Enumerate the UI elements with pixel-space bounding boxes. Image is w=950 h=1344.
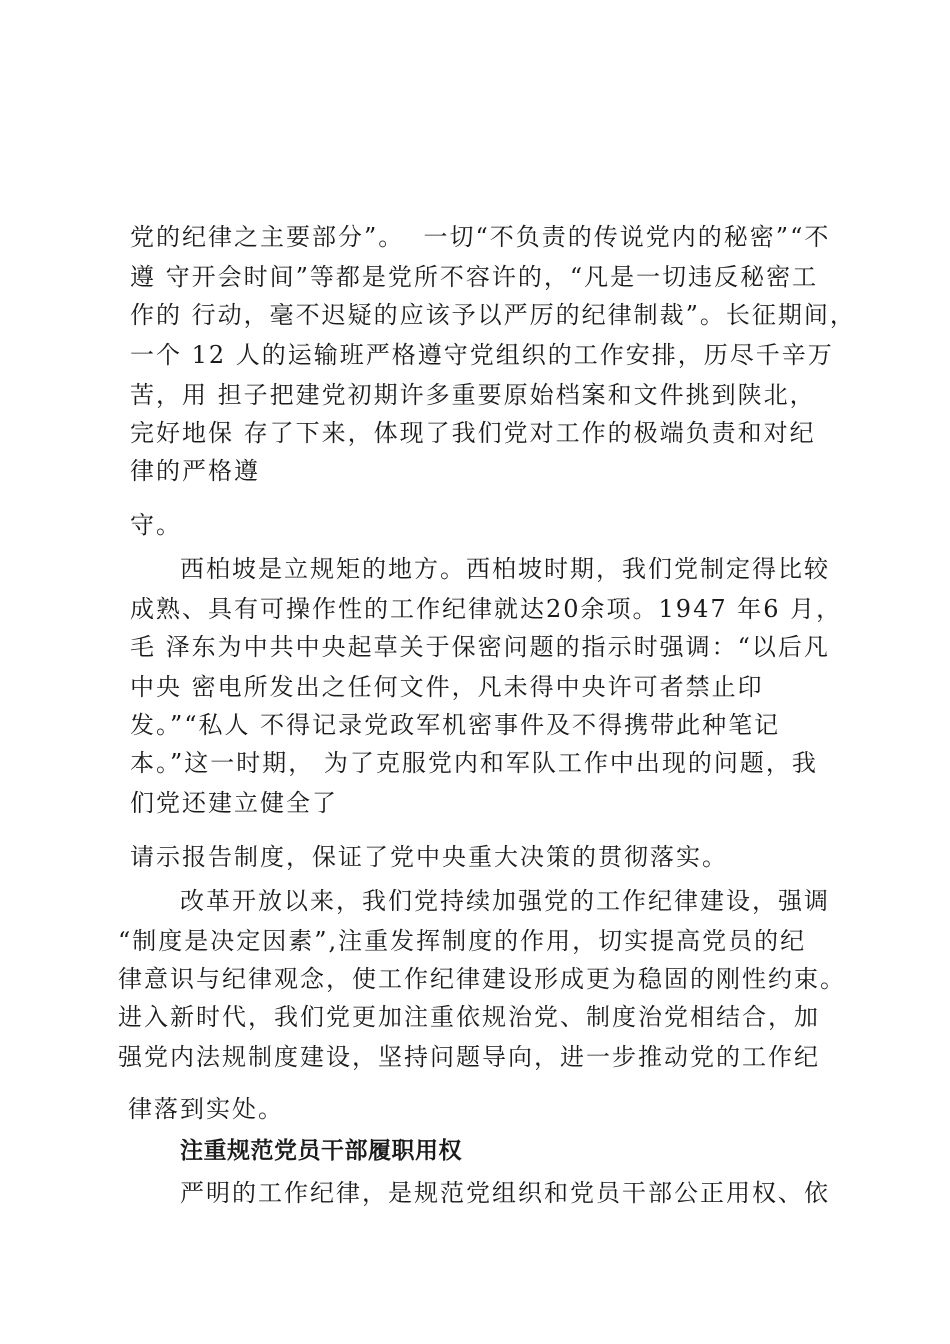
text-line: 成熟、具有可操作性的工作纪律就达20余项。1947 年6 月， bbox=[130, 595, 843, 623]
text-line: “制度是决定因素”,注重发挥制度的作用，切实提高党员的纪 bbox=[118, 927, 807, 955]
text-line: 完好地保 存了下来，体现了我们党对工作的极端负责和对纪 bbox=[130, 419, 816, 447]
text-line: 毛 泽东为中共中央起草关于保密问题的指示时强调：“以后凡 bbox=[130, 633, 830, 661]
text-line: 们党还建立健全了 bbox=[130, 789, 338, 817]
text-line: 强党内法规制度建设，坚持问题导向，进一步推动党的工作纪 bbox=[118, 1043, 820, 1071]
text-line: 苦，用 担子把建党初期许多重要原始档案和文件挑到陕北， bbox=[130, 381, 816, 409]
text-line: 党的纪律之主要部分”。 一切“不负责的传说党内的秘密”“不 bbox=[130, 223, 831, 251]
section-heading: 注重规范党员干部履职用权 bbox=[180, 1138, 462, 1164]
text-line: 一个 12 人的运输班严格遵守党组织的工作安排，历尽千辛万 bbox=[130, 341, 834, 369]
text-line: 守。 bbox=[130, 511, 182, 539]
text-line: 作的 行动，毫不迟疑的应该予以严厉的纪律制裁”。长征期间， bbox=[130, 301, 856, 329]
text-line: 律的严格遵 bbox=[130, 457, 260, 485]
text-line: 本。”这一时期， 为了克服党内和军队工作中出现的问题，我 bbox=[130, 749, 818, 777]
text-line: 律落到实处。 bbox=[128, 1095, 284, 1123]
text-line: 中央 密电所发出之任何文件，凡未得中央许可者禁止印 bbox=[130, 673, 764, 701]
text-line: 发。”“私人 不得记录党政军机密事件及不得携带此种笔记 bbox=[130, 711, 781, 739]
text-line: 严明的工作纪律，是规范党组织和党员干部公正用权、依 bbox=[180, 1179, 830, 1207]
text-line: 请示报告制度，保证了党中央重大决策的贯彻落实。 bbox=[130, 843, 728, 871]
text-line: 进入新时代，我们党更加注重依规治党、制度治党相结合，加 bbox=[118, 1003, 820, 1031]
text-line: 西柏坡是立规矩的地方。西柏坡时期，我们党制定得比较 bbox=[180, 555, 830, 583]
text-line: 律意识与纪律观念，使工作纪律建设形成更为稳固的刚性约束。 bbox=[118, 965, 846, 993]
text-line: 遵 守开会时间”等都是党所不容许的，“凡是一切违反秘密工 bbox=[130, 263, 819, 291]
text-line: 改革开放以来，我们党持续加强党的工作纪律建设，强调 bbox=[180, 887, 830, 915]
